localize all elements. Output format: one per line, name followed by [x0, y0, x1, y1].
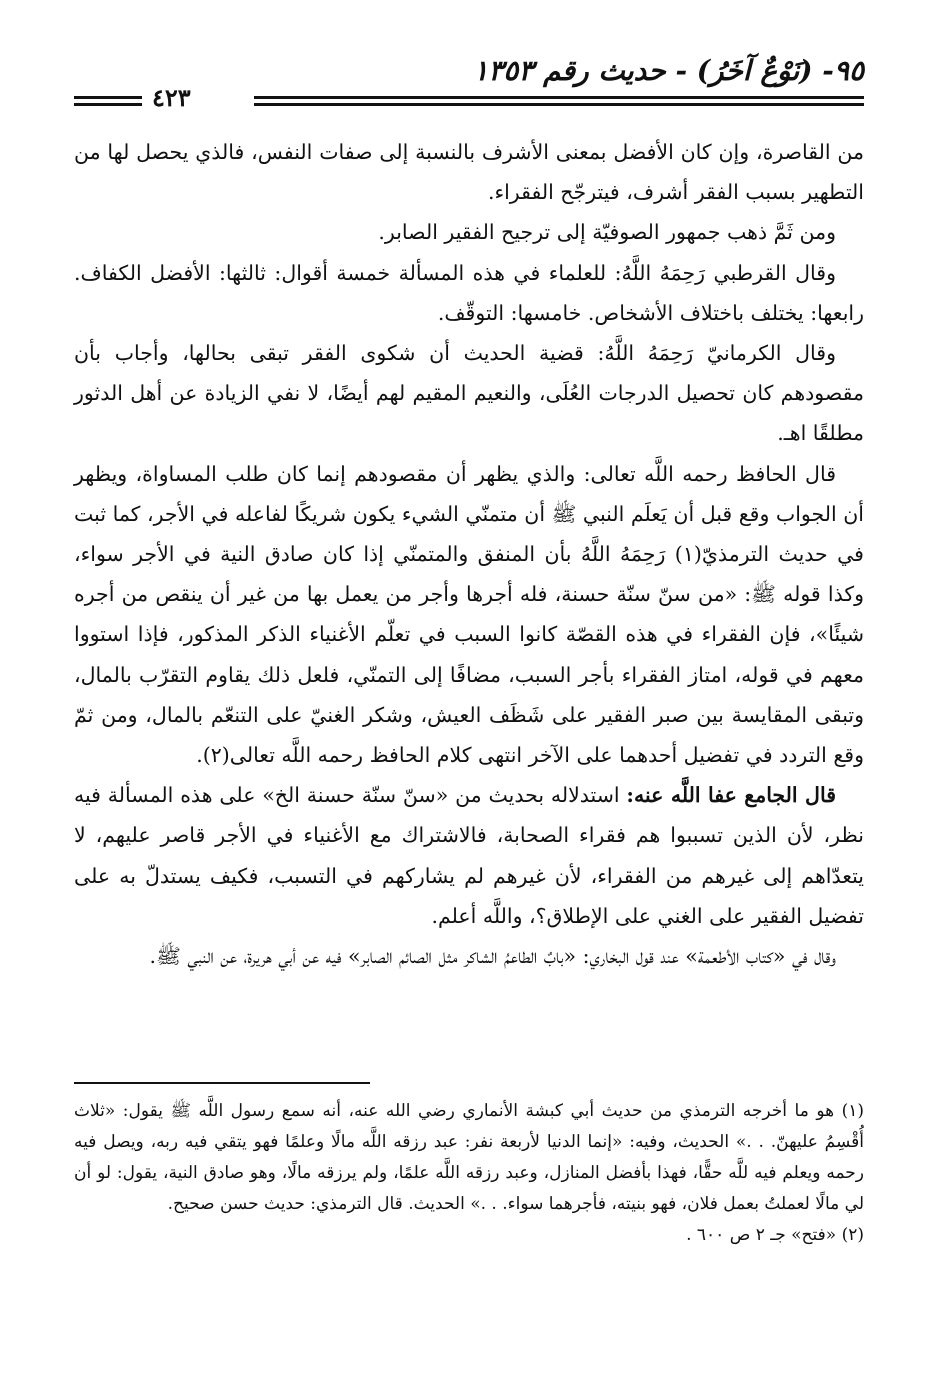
paragraph-text: وقال الكرمانيّ رَحِمَهُ اللَّهُ: قضية الحديث أن شكوى الفقر تبقى بحالها، وأجاب بأن مقصودهم كان تحصيل الدرجات العُلَى، والنعيم المقيم لهم أيضًا، لا نفي الزيادة عن أهل الدثور مطلقًا اهـ.	[74, 341, 864, 446]
paragraph-text: وقال في «كتاب الأطعمة» عند قول البخاري: «بابٌ الطاعمُ الشاكر مثل الصائم الصابر» فيه عن أبي هريرة، عن النبي ﷺ.	[149, 944, 836, 969]
paragraph-lead: قال الجامع عفا اللَّه عنه:	[626, 783, 836, 808]
footnotes	[74, 1096, 864, 1251]
paragraph	[74, 212, 864, 252]
footnote: (٢) «فتح» جـ ٢ ص ٦٠٠ .	[686, 1225, 864, 1245]
footnote: (١) هو ما أخرجه الترمذي من حديث أبي كبشة الأنماري رضي الله عنه، أنه سمع رسول اللَّه ﷺ يقول: «ثلاث أُقْسِمُ عليهنّ. . .» الحديث، وفيه: «إنما الدنيا لأربعة نفر: عبد رزقه اللَّه مالًا وعلمًا فهو يتقي فيه ربه، ويصل فيه رحمه ويعلم فيه للَّه حقًّا، فهذا بأفضل المنازل، وعبد رزقه اللَّه علمًا، ولم يرزقه مالًا، وهو صادق النية، يقول: لو أن لي مالًا لعملتُ بعمل فلان، فهو بنيته، فأجرهما سواء. . .» الحديث. قال الترمذي: حديث حسن صحيح.	[74, 1101, 864, 1214]
paragraph	[74, 132, 864, 212]
page-number: ٤٢٣	[152, 83, 191, 112]
header-double-rule	[254, 96, 864, 106]
book-page	[74, 50, 864, 1340]
paragraph-text: قال الحافظ رحمه اللَّه تعالى: والذي يظهر أن مقصودهم إنما كان طلب المساواة، ويظهر أن الجواب وقع قبل أن يَعلَم النبي ﷺ أن متمنّي الشيء يكون شريكًا لفاعله في الأجر، كما ثبت في حديث الترمذيّ(١) رَحِمَهُ اللَّهُ بأن المنفق والمتمنّي إذا كان صادق النية في الأجر سواء، وكذا قوله ﷺ: «من سنّ سنّة حسنة، فله أجرها وأجر من يعمل بها من غير أن ينقص من أجره شيئًا»، فإن الفقراء في هذه القصّة كانوا السبب في تعلّم الأغنياء الذكر المذكور، فإذا استووا معهم في قوله، امتاز الفقراء بأجر السبب، مضافًا إلى التمنّي، فلعل ذلك يقاوم التقرّب بالمال، وتبقى المقايسة بين صبر الفقير على شَظَف العيش، وشكر الغنيّ على التنعّم بالمال، ومن ثمّ وقع التردد في تفضيل أحدهما على الآخر انتهى كلام الحافظ رحمه اللَّه تعالى(٢).	[74, 461, 864, 768]
paragraph-text: ومن ثَمَّ ذهب جمهور الصوفيّة إلى ترجيح الفقير الصابر.	[378, 220, 836, 245]
paragraph-text: من القاصرة، وإن كان الأفضل بمعنى الأشرف بالنسبة إلى صفات النفس، فالذي يحصل لها من التطهير بسبب الفقر أشرف، فيترجّح الفقراء.	[74, 140, 864, 205]
paragraph	[74, 454, 864, 776]
paragraph-text: استدلاله بحديث من «سنّ سنّة حسنة الخ» على هذه المسألة فيه نظر، لأن الذين تسببوا هم فقراء الصحابة، فالاشتراك مع الأغنياء في الأجر قاصر عليهم، لا يتعدّاهم إلى غيرهم من الفقراء، لأن غيرهم لم يشاركهم في التسبب، فكيف يستدلّ به على تفضيل الفقير على الغني على الإطلاق؟، واللَّه أعلم.	[74, 783, 864, 928]
paragraph	[74, 253, 864, 333]
main-text	[74, 132, 864, 976]
page-number-rule	[74, 96, 142, 106]
paragraph-text: وقال القرطبي رَحِمَهُ اللَّهُ: للعلماء في هذه المسألة خمسة أقوال: ثالثها: الأفضل الكفاف. رابعها: يختلف باختلاف الأشخاص. خامسها: التوقّف.	[74, 260, 864, 325]
chapter-heading: ٩٥- (نَوْعٌ آخَرُ) - حديث رقم ١٣٥٣	[473, 54, 864, 87]
paragraph	[74, 333, 864, 454]
paragraph	[74, 936, 864, 976]
paragraph	[74, 775, 864, 936]
footnote-separator	[74, 1082, 370, 1084]
page-header	[74, 50, 864, 112]
